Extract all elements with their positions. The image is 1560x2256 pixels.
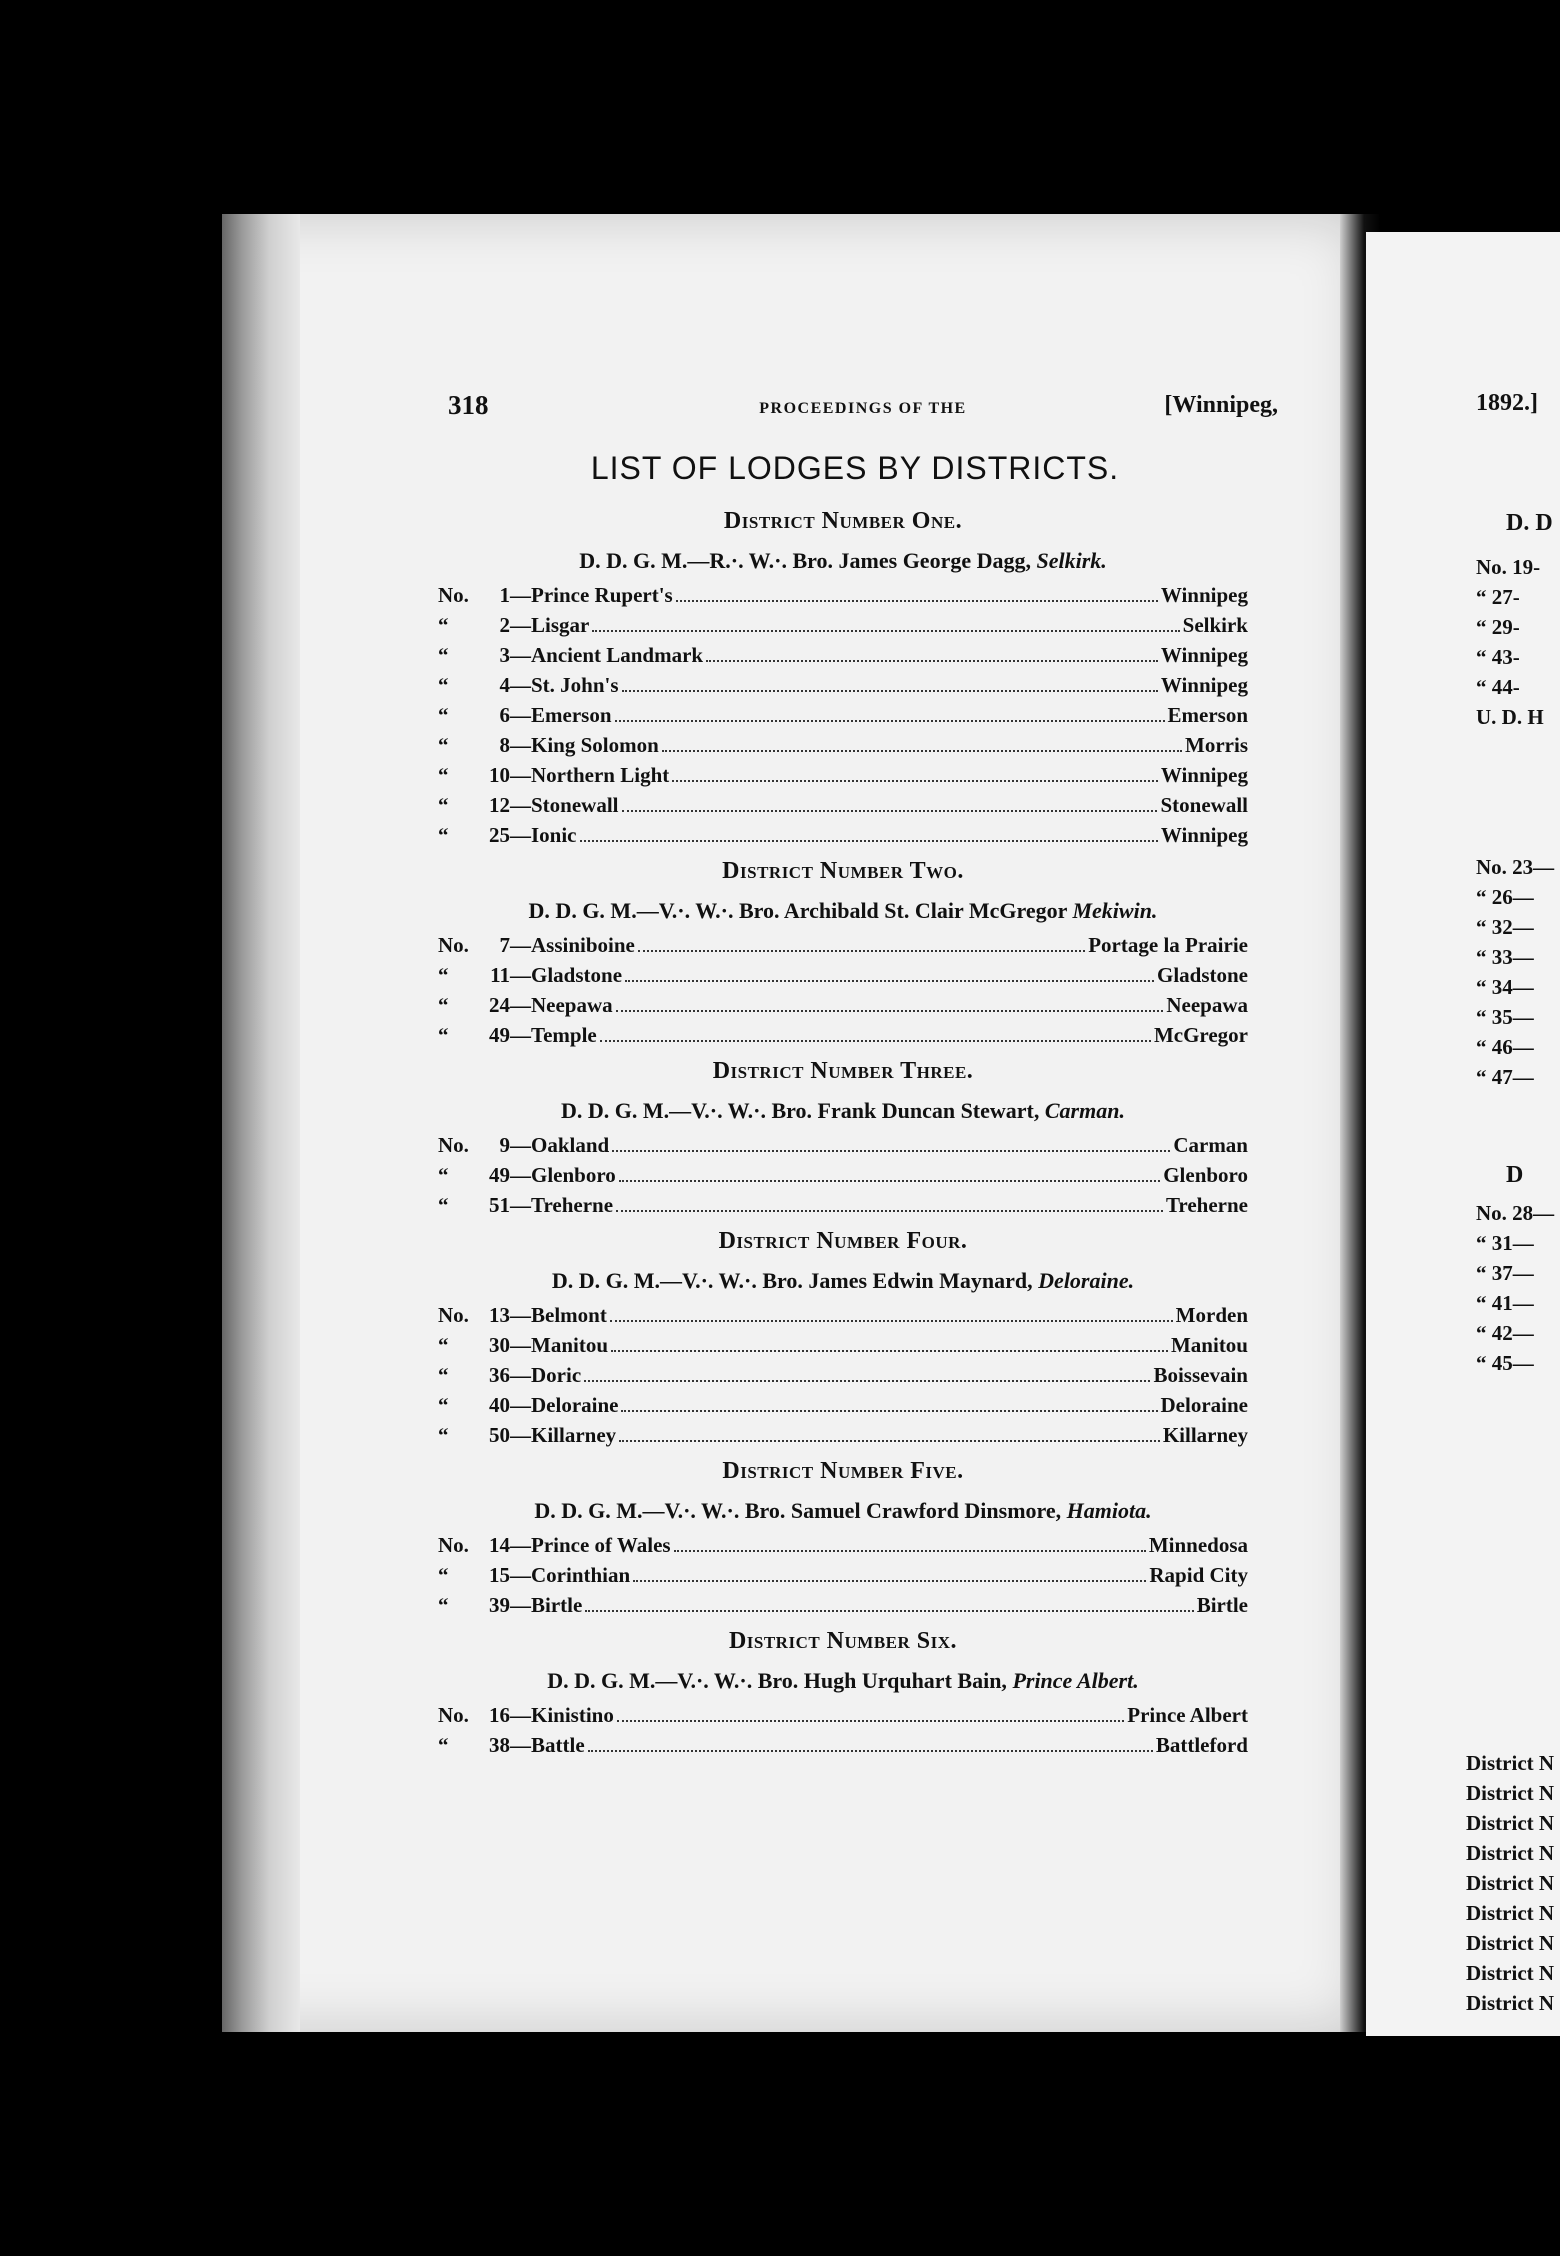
lodge-name: —Stonewall [510,793,619,817]
lodge-location: Killarney [1162,1423,1248,1447]
district-title: District Number Four. [718,1228,968,1254]
facing-page-officer-fragment: D. D [1506,510,1553,536]
lodge-number: 49 [489,1023,510,1047]
dot-leader [619,1180,1160,1182]
facing-page-header: 1892.] [1476,390,1538,416]
lodge-name: —Northern Light [510,763,670,787]
lodge-location: Stonewall [1160,793,1248,817]
lodge-location: McGregor [1153,1023,1248,1047]
lodge-location: Rapid City [1149,1563,1248,1587]
lodge-location: Morden [1175,1303,1248,1327]
lodge-name: —Gladstone [510,963,623,987]
lodge-prefix: “ [438,673,449,697]
lodge-number: 36 [489,1363,510,1387]
facing-page-line: No. 19- [1476,555,1541,579]
district-officer [438,1092,1248,1130]
lodge-number: 40 [489,1393,510,1417]
lodge-prefix: No. [438,583,469,607]
facing-page-line: “ 33— [1476,945,1534,969]
lodge-prefix: “ [438,1363,449,1387]
dot-leader [610,1320,1173,1322]
lodge-number: 30 [489,1333,510,1357]
facing-page-line: “ 34— [1476,975,1534,999]
dot-leader [622,810,1158,812]
lodge-row [438,1390,1248,1420]
lodge-prefix: No. [438,1533,469,1557]
officer-name: D. D. G. M.—V.·. W.·. Bro. Frank Duncan Stewart, [561,1098,1045,1123]
facing-page-line: “ 46— [1476,1035,1534,1059]
facing-page [1366,232,1560,2036]
facing-page-line: “ 26— [1476,885,1534,909]
lodge-row [438,1730,1248,1760]
lodge-prefix: “ [438,703,449,727]
lodge-row [438,1420,1248,1450]
lodge-number: 9 [499,1133,510,1157]
facing-page-line: “ 29- [1476,615,1520,639]
lodge-location: Winnipeg [1160,673,1248,697]
officer-town: Selkirk. [1036,548,1107,573]
lodge-location: Deloraine [1160,1393,1248,1417]
lodge-row [438,580,1248,610]
lodge-name: —Belmont [510,1303,607,1327]
officer-name: D. D. G. M.—V.·. W.·. Bro. Samuel Crawford Dinsmore, [534,1498,1067,1523]
lodge-prefix: “ [438,1563,449,1587]
facing-page-line: “ 31— [1476,1231,1534,1255]
lodge-number: 8 [499,733,510,757]
page-header [448,390,1278,430]
facing-page-summary-list [1466,1748,1554,2018]
lodge-location: Minnedosa [1148,1533,1248,1557]
district-title: District Number Six. [728,1628,958,1654]
facing-page-line: “ 37— [1476,1261,1534,1285]
facing-page-line: District N [1466,1871,1555,1895]
dot-leader [706,660,1158,662]
lodge-prefix: “ [438,1163,449,1187]
lodge-row [438,1330,1248,1360]
lodge-location: Selkirk [1182,613,1248,637]
lodge-prefix: “ [438,1593,449,1617]
lodge-location: Neepawa [1166,993,1248,1017]
lodge-prefix: “ [438,1193,449,1217]
dot-leader [674,1550,1146,1552]
lodge-name: —Lisgar [510,613,590,637]
lodge-number: 15 [489,1563,510,1587]
lodge-number: 7 [499,933,510,957]
lodge-prefix: No. [438,933,469,957]
lodge-location: Winnipeg [1160,643,1248,667]
facing-page-line: “ 47— [1476,1065,1534,1089]
officer-town: Mekiwin. [1072,898,1158,923]
lodge-row [438,1130,1248,1160]
lodge-row [438,930,1248,960]
lodge-name: —Oakland [510,1133,610,1157]
lodge-row [438,730,1248,760]
dot-leader [600,1040,1151,1042]
lodge-row [438,960,1248,990]
dot-leader [616,1210,1163,1212]
lodge-row [438,640,1248,670]
lodge-prefix: No. [438,1133,469,1157]
facing-page-line: District N [1466,1961,1555,1985]
dot-leader [580,840,1158,842]
lodge-name: —Temple [510,1023,597,1047]
lodge-prefix: “ [438,993,449,1017]
header-place: [Winnipeg, [1164,392,1278,418]
lodge-name: —King Solomon [510,733,659,757]
lodge-name: —Battle [510,1733,585,1757]
dot-leader [633,1580,1146,1582]
lodge-number: 50 [489,1423,510,1447]
lodge-number: 49 [489,1163,510,1187]
district-title: District Number Two. [722,858,964,884]
lodge-prefix: “ [438,1023,449,1047]
facing-page-list-a [1476,552,1544,732]
lodge-prefix: “ [438,733,449,757]
dot-leader [619,1440,1160,1442]
lodge-location: Morris [1185,733,1248,757]
lodge-number: 16 [489,1703,510,1727]
lodge-name: —Doric [510,1363,582,1387]
officer-name: D. D. G. M.—V.·. W.·. Bro. Hugh Urquhart Bain, [547,1668,1013,1693]
facing-page-line: “ 42— [1476,1321,1534,1345]
lodge-location: Winnipeg [1160,763,1248,787]
lodge-row [438,820,1248,850]
facing-page-district-fragment: D [1506,1162,1524,1188]
lodge-prefix: “ [438,1423,449,1447]
facing-page-line: District N [1466,1901,1555,1925]
lodge-row [438,1560,1248,1590]
facing-page-line: District N [1466,1811,1555,1835]
officer-town: Hamiota. [1066,1498,1152,1523]
lodge-number: 6 [499,703,510,727]
dot-leader [612,1150,1170,1152]
dot-leader [617,1720,1124,1722]
facing-page-line: District N [1466,1781,1555,1805]
lodge-number: 13 [489,1303,510,1327]
facing-page-line: No. 23— [1476,855,1555,879]
page-title: LIST OF LODGES BY DISTRICTS. [590,450,1120,486]
lodge-prefix: “ [438,1333,449,1357]
lodge-number: 10 [489,763,510,787]
dot-leader [622,690,1158,692]
facing-page-line: “ 35— [1476,1005,1534,1029]
lodge-location: Gladstone [1156,963,1248,987]
lodge-location: Boissevain [1153,1363,1248,1387]
facing-page-line: “ 45— [1476,1351,1534,1375]
lodge-row [438,1160,1248,1190]
dot-leader [615,720,1165,722]
lodge-row [438,1190,1248,1220]
district-officer [438,542,1248,580]
lodge-prefix: “ [438,763,449,787]
dot-leader [625,980,1154,982]
lodge-row [438,790,1248,820]
lodge-prefix: “ [438,823,449,847]
lodge-location: Winnipeg [1160,583,1248,607]
facing-page-line: District N [1466,1751,1555,1775]
lodge-row [438,990,1248,1020]
district-officer [438,1492,1248,1530]
lodge-name: —Birtle [510,1593,583,1617]
dot-leader [616,1010,1164,1012]
lodge-row [438,1530,1248,1560]
facing-page-line: District N [1466,1991,1555,2015]
lodge-number: 12 [489,793,510,817]
district-title: District Number Three. [712,1058,974,1084]
facing-page-line: District N [1466,1931,1555,1955]
lodge-number: 3 [499,643,510,667]
facing-page-list-b [1476,852,1554,1092]
lodge-number: 39 [489,1593,510,1617]
lodge-prefix: “ [438,793,449,817]
lodge-prefix: “ [438,963,449,987]
lodge-name: —Treherne [510,1193,614,1217]
officer-name: D. D. G. M.—R.·. W.·. Bro. James George Dagg, [579,548,1037,573]
facing-page-line: “ 27- [1476,585,1520,609]
officer-town: Carman. [1044,1098,1125,1123]
lodge-name: —St. John's [510,673,619,697]
lodge-number: 25 [489,823,510,847]
lodge-location: Portage la Prairie [1088,933,1248,957]
lodge-row [438,670,1248,700]
facing-page-line: No. 28— [1476,1201,1555,1225]
lodge-name: —Glenboro [510,1163,616,1187]
lodge-prefix: No. [438,1303,469,1327]
lodge-name: —Neepawa [510,993,613,1017]
lodge-number: 51 [489,1193,510,1217]
page-binding-edge [222,214,300,2032]
lodge-name: —Emerson [510,703,612,727]
lodge-name: —Ancient Landmark [510,643,704,667]
lodge-name: —Killarney [510,1423,617,1447]
lodge-number: 4 [499,673,510,697]
lodge-prefix: “ [438,613,449,637]
lodge-number: 11 [490,963,510,987]
lodge-name: —Manitou [510,1333,609,1357]
lodge-number: 14 [489,1533,510,1557]
lodge-name: —Prince of Wales [510,1533,671,1557]
dot-leader [585,1610,1193,1612]
district-officer [438,1262,1248,1300]
district-officer [438,1662,1248,1700]
district-list [438,500,1248,1760]
dot-leader [621,1410,1157,1412]
district-officer [438,892,1248,930]
dot-leader [611,1350,1168,1352]
lodge-row [438,1700,1248,1730]
lodge-location: Battleford [1155,1733,1248,1757]
dot-leader [588,1750,1153,1752]
officer-name: D. D. G. M.—V.·. W.·. Bro. Archibald St. Clair McGregor [528,898,1073,923]
dot-leader [584,1380,1150,1382]
page-number: 318 [448,390,489,420]
facing-page-line: “ 43- [1476,645,1520,669]
lodge-number: 38 [489,1733,510,1757]
lodge-row [438,700,1248,730]
lodge-location: Glenboro [1163,1163,1248,1187]
lodge-row [438,1590,1248,1620]
facing-page-list-c [1476,1198,1554,1378]
lodge-name: —Prince Rupert's [510,583,673,607]
lodge-prefix: “ [438,643,449,667]
lodge-location: Winnipeg [1160,823,1248,847]
lodge-name: —Assiniboine [510,933,635,957]
lodge-location: Carman [1173,1133,1248,1157]
lodge-number: 24 [489,993,510,1017]
lodge-prefix: “ [438,1393,449,1417]
dot-leader [676,600,1158,602]
officer-town: Deloraine. [1038,1268,1135,1293]
dot-leader [638,950,1085,952]
lodge-row [438,760,1248,790]
lodge-location: Manitou [1170,1333,1248,1357]
facing-page-line: U. D. H [1476,705,1544,729]
lodge-number: 2 [499,613,510,637]
district-title: District Number One. [723,508,963,534]
officer-name: D. D. G. M.—V.·. W.·. Bro. James Edwin Maynard, [551,1268,1039,1293]
facing-page-line: “ 32— [1476,915,1534,939]
lodge-prefix: “ [438,1733,449,1757]
lodge-location: Emerson [1167,703,1248,727]
facing-page-line: District N [1466,1841,1555,1865]
district-title: District Number Five. [722,1458,964,1484]
facing-page-line: “ 41— [1476,1291,1534,1315]
lodge-row [438,1300,1248,1330]
facing-page-line: “ 44- [1476,675,1520,699]
lodge-prefix: No. [438,1703,469,1727]
lodge-row [438,1360,1248,1390]
running-title: PROCEEDINGS OF THE [759,400,967,417]
officer-town: Prince Albert. [1012,1668,1139,1693]
lodge-name: —Deloraine [510,1393,619,1417]
lodge-number: 1 [499,583,510,607]
lodge-name: —Corinthian [510,1563,631,1587]
dot-leader [592,630,1179,632]
lodge-location: Prince Albert [1127,1703,1248,1727]
lodge-location: Birtle [1196,1593,1248,1617]
lodge-row [438,1020,1248,1050]
lodge-location: Treherne [1165,1193,1248,1217]
lodge-name: —Ionic [510,823,577,847]
dot-leader [672,780,1158,782]
lodge-name: —Kinistino [510,1703,614,1727]
lodge-row [438,610,1248,640]
dot-leader [662,750,1182,752]
